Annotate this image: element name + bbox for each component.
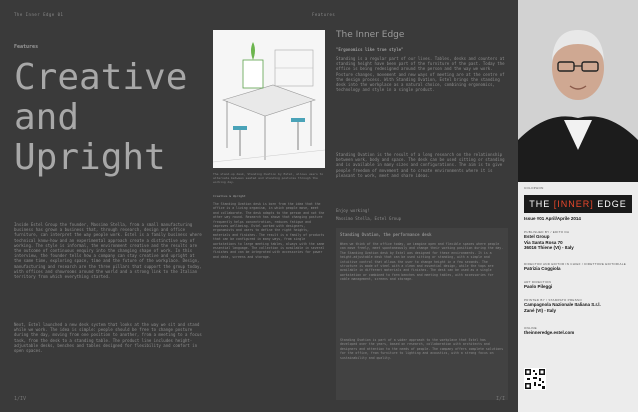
magazine-masthead [524, 195, 632, 213]
masthead-post: EDGE [593, 199, 627, 209]
printer-name: Campagnola Nazionale Italiana S.r.l. [524, 302, 601, 307]
masthead-inner: [INNER] [553, 199, 594, 209]
desk-illustration [213, 30, 325, 168]
director-label: DIRECTOR AND EDITOR IN CHIEF / DIRETTORE EDITORIALE [524, 262, 627, 266]
sign-off: Enjoy working! [336, 208, 370, 213]
art-director-name: Paolo Pileggi [524, 284, 553, 289]
right-body-text: Standing is a regular part of our lives. Tables, desks and counters at standing height have been part of the furniture of the past. Today the office is being redesigned around the person and the way we work. Posture changes, movement and new ways of meeting are at the centre of the design process. With Standing Ovation, Estel brings the standing desk into the workplace as a natural choice, combining ergonomics, technology and style in a single product. [336, 56, 505, 93]
colophon-panel [518, 0, 638, 412]
qr-code-icon[interactable] [524, 368, 546, 390]
printed-label: PRINTED BY / STAMPATO PRESSO [524, 298, 582, 302]
right-body-text-2: Standing Ovation is the result of a long research on the relationship between work, body and space. The desk can be used sitting or standing and is available in many sizes and configurations. The aim is to give people freedom of movement and to create environments where it is pleasant to work, meet and share ideas. [336, 152, 505, 178]
portrait-photo [518, 0, 638, 182]
pull-quote: "Ergonomics like true style" [336, 47, 404, 52]
lower-article-body: When we think of the office today, we imagine open and flexible spaces where people can move freely, meet spontaneously and change their working position during the day. The Standing Ovation desk by Estel was designed for these environments. It is a height-adjustable desk that can be used sitting or standing, with a simple and intuitive control that allows the user to change height in a few seconds. The structure is made of steel with a clean and essential design, while the tops are available in different materials and finishes. The desk can be used as a single workstation or combined to form benches and meeting tables, with accessories for cable management, screens and storage. [340, 242, 504, 282]
section-label: Features [14, 44, 39, 50]
publisher-address-2: 36016 Thiene (VI) - Italy [524, 245, 574, 250]
printer-address: Zané (VI) - Italy [524, 307, 557, 313]
masthead-pre: THE [529, 199, 554, 209]
lower-article-body-2: Standing Ovation is part of a wider approach to the workplace that Estel has developed over the years, based on research, collaboration with architects and designers and attention to the needs of people. The company offers complete solutions for the office, from furniture to lighting and acoustics, with a strong focus on sustainability and quality. [340, 338, 504, 360]
left-body-text: Inside Estel Group the founder, Massimo Stella, from a small manufacturing business has grown a business that, through research, design and office furniture, can interpret the way people work. Estel is a family business where technical know-how and an experimental approach create a distinctive way of working. The style is informal, the environment creative and the results are the outcome of continuous enquiry into the changing shape of work. In this interview, the founder tells how a company can stay creative and upright at the same time, exploring space, time and the future of the workplace. Design, manufacturing and research are the three pillars that support the group today, with offices and showrooms around the world and a strong link to the Italian territory from which everything started. [14, 222, 202, 280]
colophon-label: COLOPHON [524, 186, 544, 190]
portrait-illustration [518, 0, 638, 182]
illustration-caption: The stand-up desk, Standing Ovation by Estel, allows users to alternate between seated and standing postures through the working day. [213, 172, 324, 184]
lower-article-block [336, 228, 508, 400]
director-name: Patrizia Coggiola [524, 266, 561, 271]
middle-body-text: The Standing Ovation desk is born from the idea that the office is a living organism, in which people move, meet and collaborate. The desk adapts to the person and not the other way round. Research has shown that changing posture frequently helps concentration, reduces fatigue and improves wellbeing. Estel worked with designers, ergonomists and users to define the right heights, materials and finishes. The result is a family of products that can be configured in many ways, from single workstations to large meeting tables, always with the same essential language. The collection is available in several finishes and can be integrated with accessories for power and data, screens and storage. [213, 202, 325, 259]
online-label: ONLINE [524, 326, 537, 330]
publisher-address-1: Via Santa Rosa 70 [524, 239, 563, 245]
title-line-3: Upright [14, 137, 166, 178]
publisher-name: Estel Group [524, 234, 550, 239]
left-body-text-2: Next, Estel launched a new desk system that looks at the way we sit and stand while we work. The idea is simple: people should be free to change posture during the day, moving from one position to another, from a meeting to a focus task, from the desk to a standing table. The product line includes height-adjustable desks, benches and tables designed for flexibility and comfort in open spaces. [14, 322, 202, 354]
qr-pattern [524, 368, 546, 390]
standing-desk-drawing [213, 30, 325, 168]
page-number-left: 1/IV [14, 396, 27, 402]
page-number-right: I/I [496, 396, 506, 402]
title-line-1: Creative [14, 57, 188, 98]
signature: Massimo Stella, Estel Group [336, 216, 402, 221]
issue-number: Issue #01 April/Aprile 2014 [524, 216, 581, 221]
published-label: PUBLISHED BY / EDITO DA [524, 230, 570, 234]
section-header: Features [312, 12, 336, 17]
running-header: The Inner Edge 01 [14, 12, 64, 17]
middle-subtitle: Creative & Upright [213, 194, 246, 198]
title-line-2: and [14, 97, 80, 138]
lower-article-title: Standing Ovation, the performance desk [340, 232, 432, 237]
online-url[interactable]: theinneredge.estel.com [524, 330, 575, 335]
art-direction-label: ART DIRECTION [524, 280, 552, 284]
right-column-title: The Inner Edge [336, 30, 405, 40]
article-title [14, 58, 187, 178]
